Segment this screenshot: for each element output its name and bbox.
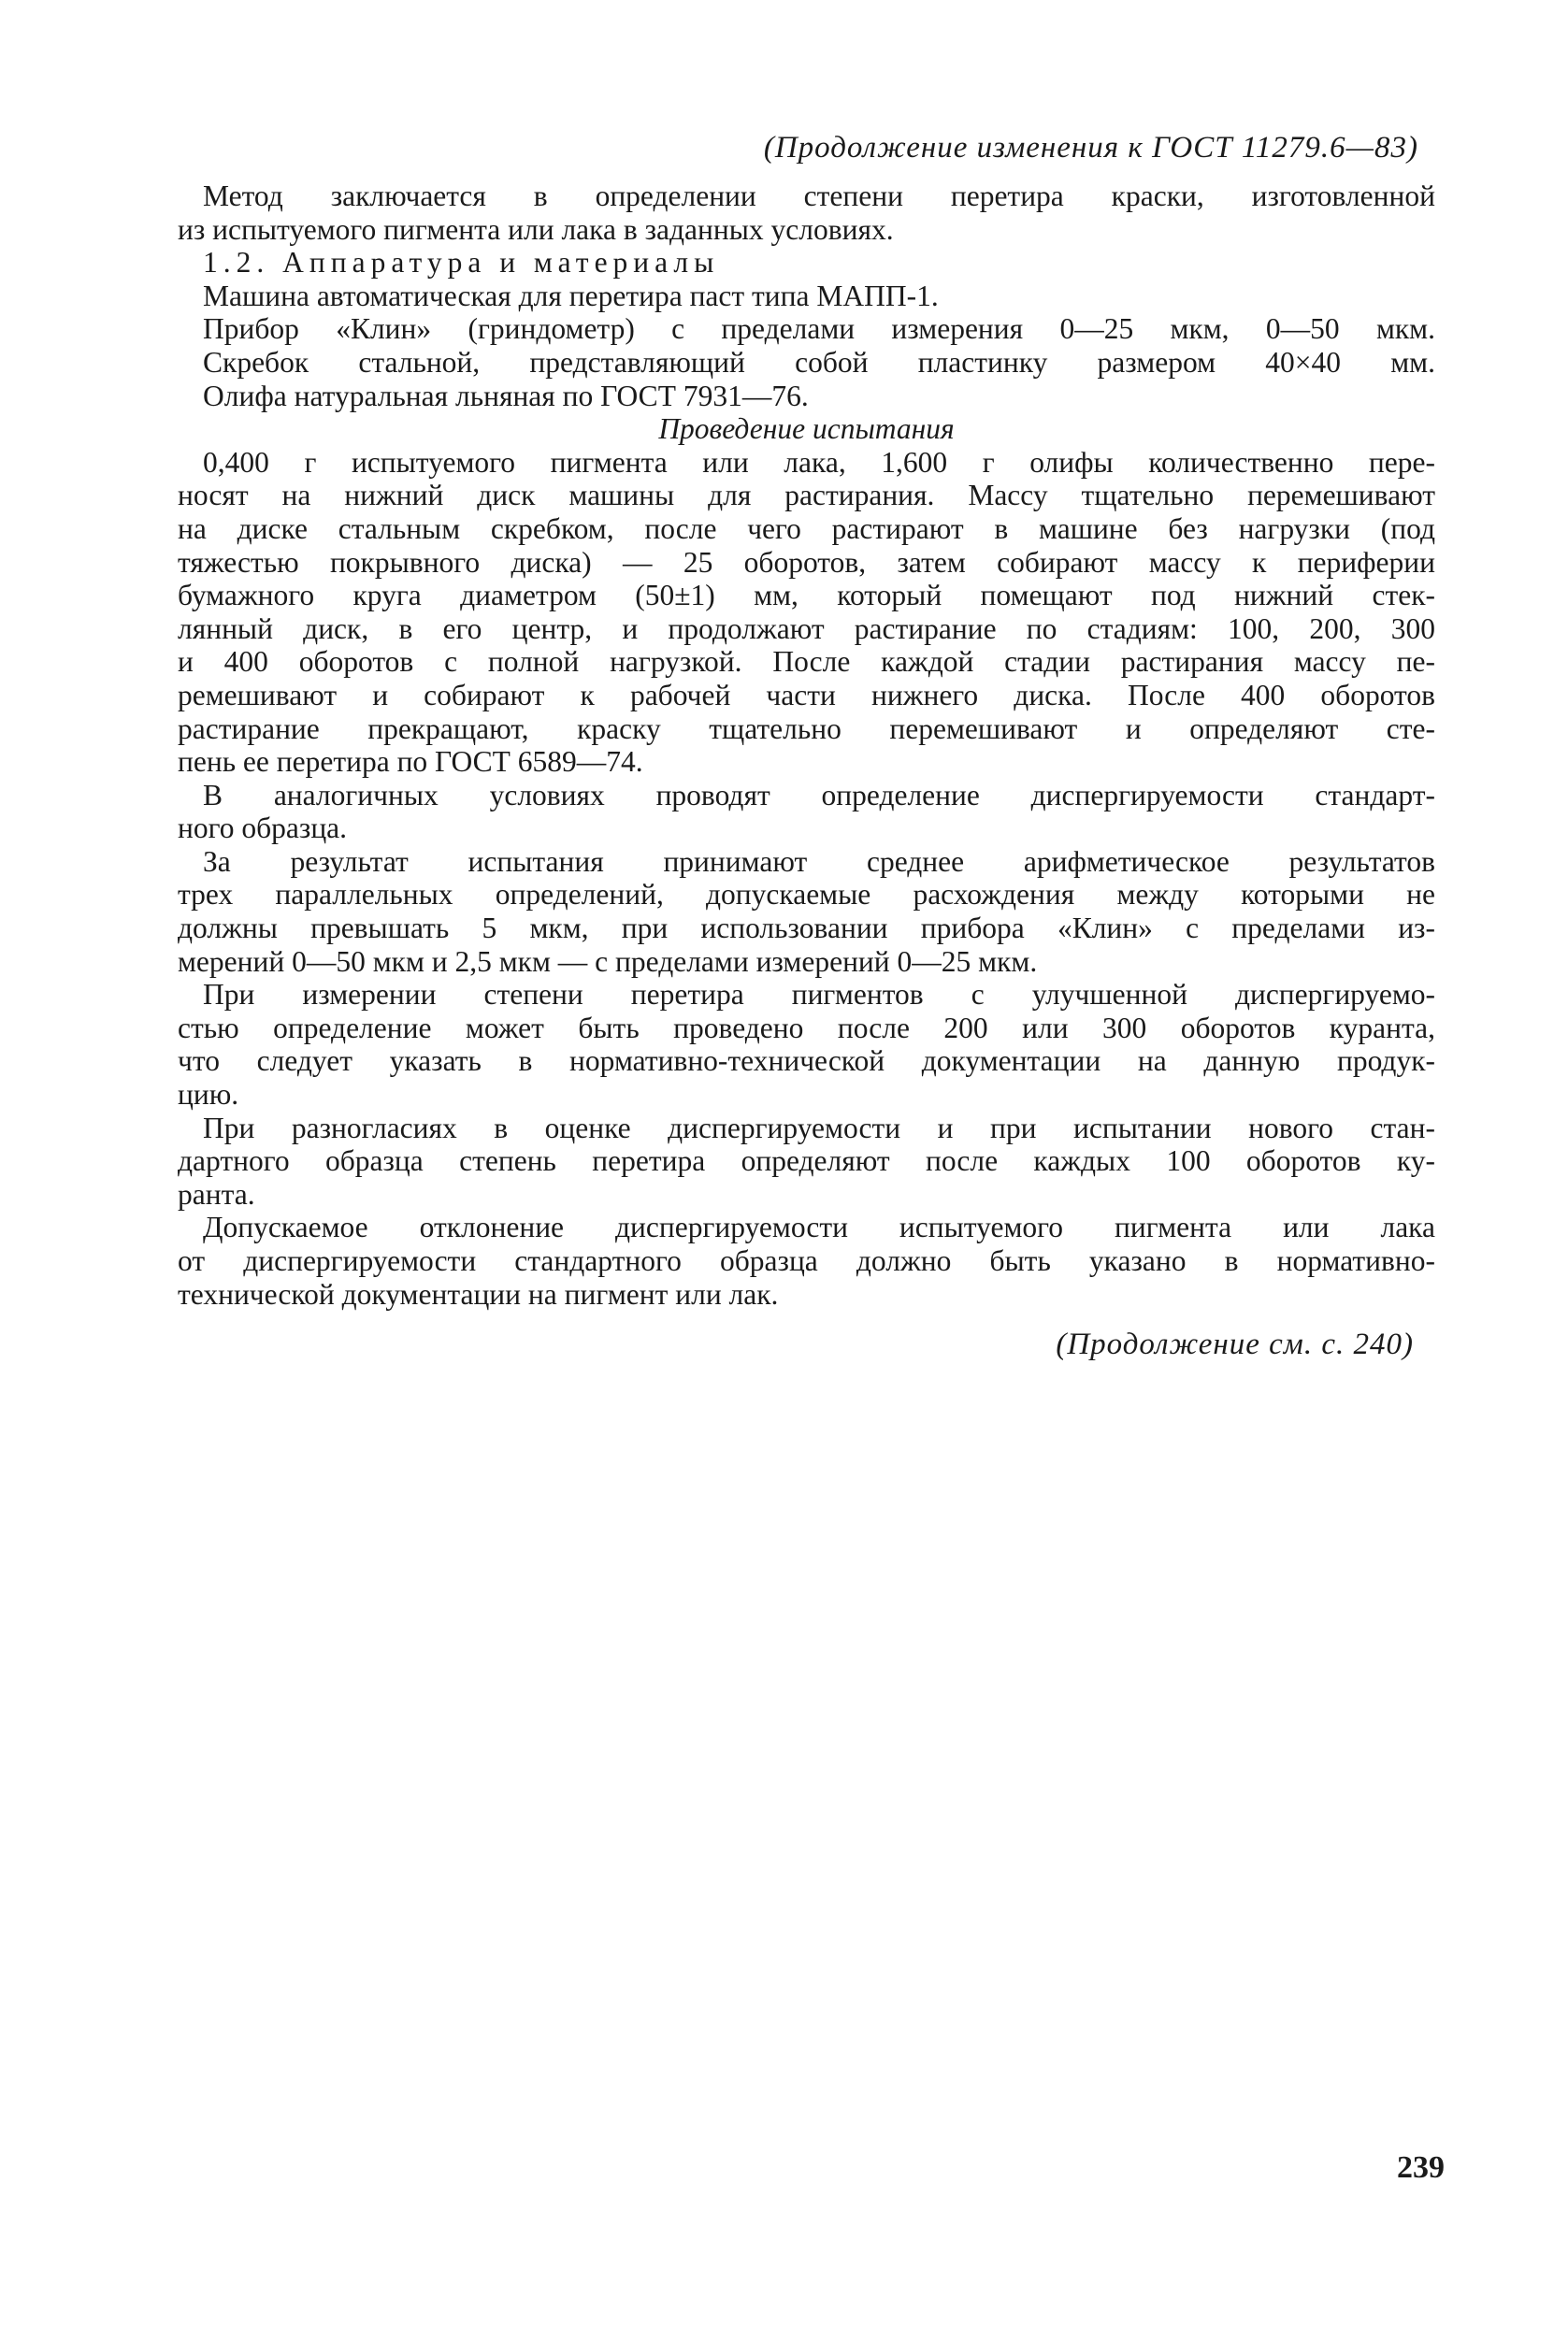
text-line: тяжестью покрывного диска) — 25 оборотов, затем собирают массу к периферии	[178, 545, 1435, 579]
text-line: Метод заключается в определении степени перетира краски, изготовленной	[203, 180, 1435, 212]
text-line: должны превышать 5 мкм, при использовании прибора «Клин» с пределами из-	[178, 912, 1435, 945]
text-line: от диспергируемости стандартного образца должно быть указано в нормативно-	[178, 1244, 1435, 1277]
text-line: растирание прекращают, краску тщательно перемешивают и определяют сте-	[178, 711, 1435, 745]
text-line: При разногласиях в оценке диспергируемости и при испытании нового стан-	[203, 1111, 1435, 1144]
text-line: что следует указать в нормативно-технической документации на данную продук-	[178, 1044, 1435, 1078]
text-line: Машина автоматическая для перетира паст типа МАПП-1.	[203, 279, 939, 312]
text-line: Допускаемое отклонение диспергируемости испытуемого пигмента или лака	[203, 1211, 1435, 1244]
text-line: дартного образца степень перетира определяют после каждых 100 оборотов ку-	[178, 1144, 1435, 1178]
text-line: технической документации на пигмент или лак.	[178, 1277, 779, 1311]
header-continuation: (Продолжение изменения к ГОСТ 11279.6—83)	[763, 131, 1418, 165]
text-line: пень ее перетира по ГОСТ 6589—74.	[178, 745, 643, 779]
section-subtitle: Проведение испытания	[658, 412, 955, 446]
text-line: Скребок стальной, представляющий собой пластинку размером 40×40 мм.	[203, 345, 1435, 379]
footer-continuation: (Продолжение см. с. 240)	[1056, 1328, 1414, 1361]
text-line: цию.	[178, 1078, 239, 1112]
text-line: Олифа натуральная льняная по ГОСТ 7931—76.	[203, 379, 809, 412]
text-line: бумажного круга диаметром (50±1) мм, который помещают под нижний стек-	[178, 579, 1435, 612]
text-line: ремешивают и собирают к рабочей части нижнего диска. После 400 оборотов	[178, 678, 1435, 711]
text-line: 0,400 г испытуемого пигмента или лака, 1,600 г олифы количественно пере-	[203, 445, 1435, 479]
text-line: носят на нижний диск машины для растирания. Массу тщательно перемешивают	[178, 479, 1435, 512]
text-line: и 400 оборотов с полной нагрузкой. После каждой стадии растирания массу пе-	[178, 645, 1435, 679]
text-line: из испытуемого пигмента или лака в заданных условиях.	[178, 212, 894, 246]
text-line: При измерении степени перетира пигментов с улучшенной диспергируемо-	[203, 978, 1435, 1012]
text-line: В аналогичных условиях проводят определение диспергируемости стандарт-	[203, 778, 1435, 811]
text-line: ранта.	[178, 1177, 255, 1211]
text-line: За результат испытания принимают среднее арифметическое результатов	[203, 844, 1435, 878]
text-line: 1.2. Аппаратура и материалы	[203, 246, 720, 280]
text-line: мерений 0—50 мкм и 2,5 мкм — с пределами измерений 0—25 мкм.	[178, 944, 1038, 978]
text-line: Прибор «Клин» (гриндометр) с пределами измерения 0—25 мкм, 0—50 мкм.	[203, 312, 1435, 346]
document-body	[178, 180, 1435, 1311]
text-line: стью определение может быть проведено после 200 или 300 оборотов куранта,	[178, 1011, 1435, 1044]
text-line: на диске стальным скребком, после чего растирают в машине без нагрузки (под	[178, 511, 1435, 545]
text-line: трех параллельных определений, допускаемые расхождения между которыми не	[178, 878, 1435, 912]
page-number: 239	[1397, 2150, 1445, 2185]
text-line: лянный диск, в его центр, и продолжают растирание по стадиям: 100, 200, 300	[178, 611, 1435, 645]
text-line: ного образца.	[178, 811, 348, 845]
